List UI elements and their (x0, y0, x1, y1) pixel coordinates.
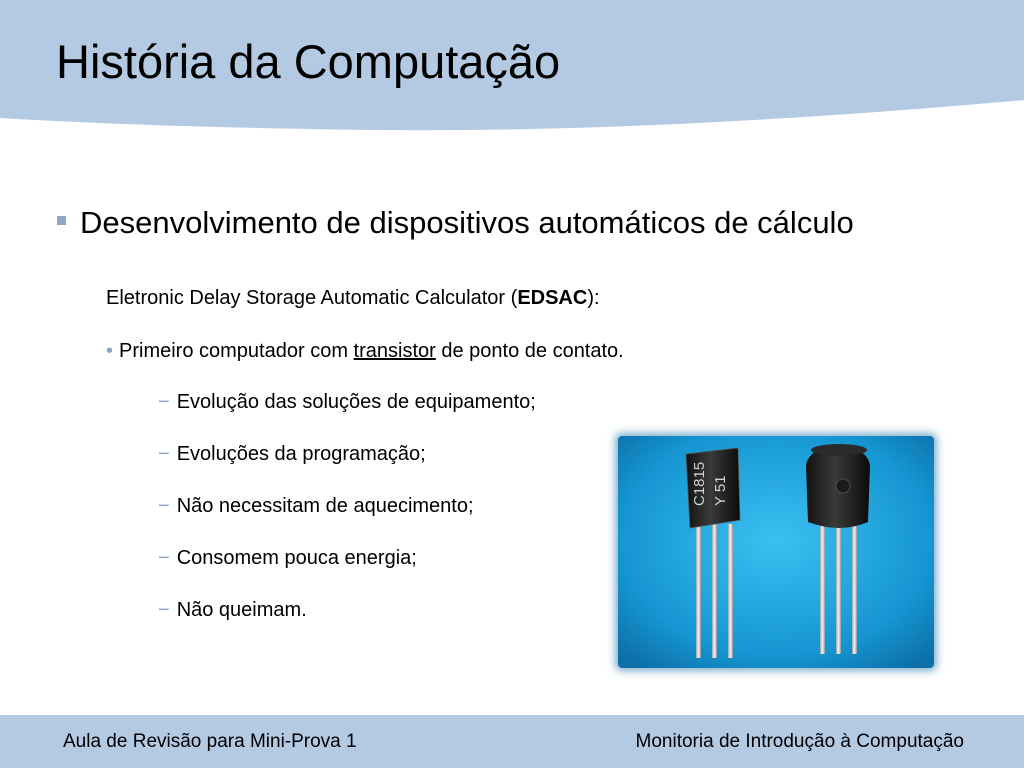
edsac-acronym: EDSAC (517, 287, 588, 309)
slide-title: História da Computação (56, 35, 561, 88)
sub-item-text: Consomem pouca energia; (176, 547, 417, 569)
footer-left-text: Aula de Revisão para Mini-Prova 1 (63, 731, 357, 752)
edsac-prefix: Eletronic Delay Storage Automatic Calculator ( (106, 287, 518, 309)
footer-bar (0, 715, 1024, 768)
sub-item-text: Não queimam. (176, 599, 307, 621)
edsac-suffix: ): (587, 287, 600, 309)
transistor-prefix: Primeiro computador com (119, 340, 354, 362)
sub-item-text: Evolução das soluções de equipamento; (176, 391, 536, 413)
main-bullet (57, 204, 854, 241)
transistor-link[interactable]: transistor (353, 340, 436, 362)
sub-item (158, 546, 417, 570)
dash-bullet-icon: − (158, 599, 170, 621)
square-bullet-icon (57, 216, 66, 225)
edsac-line (106, 286, 600, 310)
sub-item (158, 494, 474, 518)
transistor-line (106, 339, 624, 363)
dash-bullet-icon: − (158, 391, 170, 413)
transistor-marking-1: C1815 (691, 461, 708, 506)
dash-bullet-icon: − (158, 547, 170, 569)
dot-bullet-icon: • (106, 340, 114, 362)
transistor-marking-2: Y 51 (712, 475, 729, 506)
sub-item (158, 390, 536, 414)
transistor-photo-illustration (618, 436, 934, 668)
sub-item-text: Não necessitam de aquecimento; (176, 495, 474, 517)
sub-item-text: Evoluções da programação; (176, 443, 426, 465)
dash-bullet-icon: − (158, 495, 170, 517)
transistor-photo (618, 436, 934, 668)
sub-item (158, 598, 307, 622)
main-bullet-text: Desenvolvimento de dispositivos automáticos de cálculo (80, 205, 854, 240)
transistor-suffix: de ponto de contato. (435, 340, 624, 362)
footer-right-text: Monitoria de Introdução à Computação (635, 731, 964, 752)
dash-bullet-icon: − (158, 443, 170, 465)
sub-item (158, 442, 426, 466)
